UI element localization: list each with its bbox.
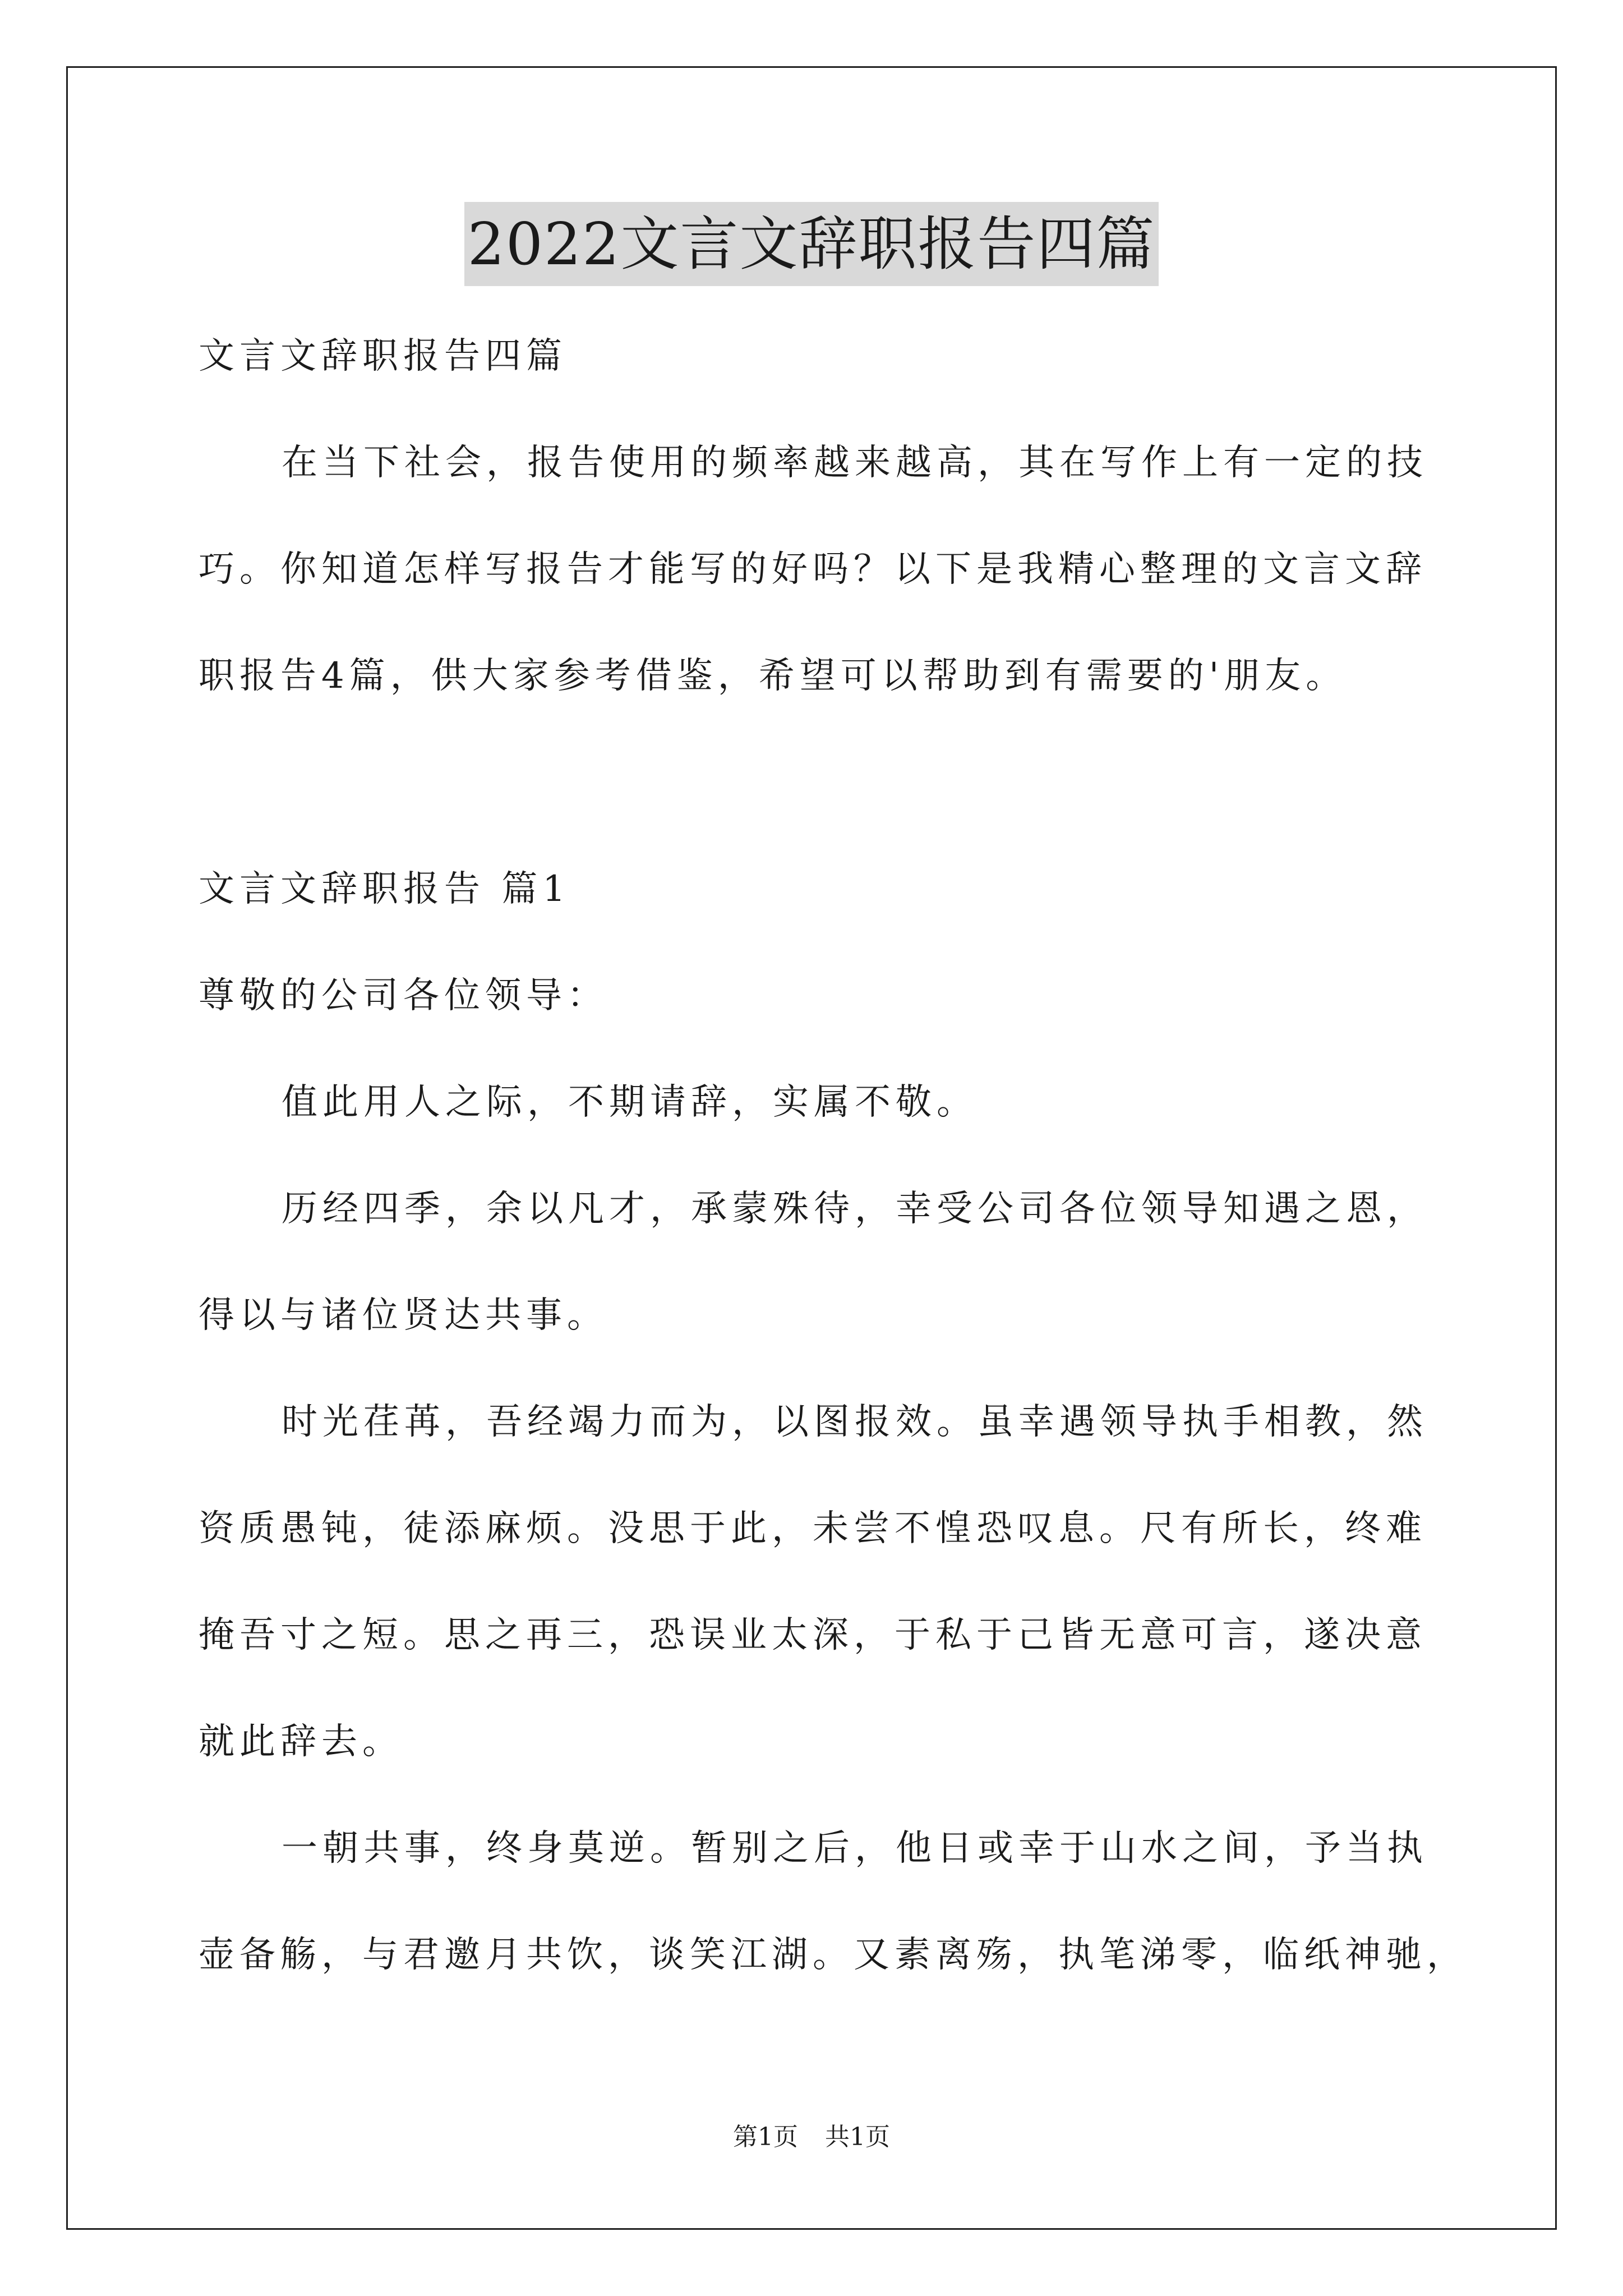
salutation: 尊敬的公司各位领导：: [199, 975, 608, 1016]
page-footer: [0, 2120, 1623, 2154]
page-number: 第1页: [733, 2123, 798, 2151]
paragraph-line: 就此辞去。: [199, 1721, 403, 1763]
paragraph-line: 一朝共事，终身莫逆。暂别之后，他日或幸于山水之间，予当执: [282, 1828, 1428, 1869]
paragraph-line: 资质愚钝，徒添麻烦。没思于此，未尝不惶恐叹息。尺有所长，终难: [199, 1508, 1427, 1549]
paragraph-line: 值此用人之际，不期请辞，实属不敬。: [282, 1082, 978, 1123]
intro-line: 在当下社会，报告使用的频率越来越高，其在写作上有一定的技: [282, 442, 1428, 484]
page-total: 共1页: [825, 2123, 890, 2151]
spacer: [199, 729, 1432, 836]
paragraph-line: 历经四季，余以凡才，承蒙殊待，幸受公司各位领导知遇之恩，: [282, 1188, 1428, 1230]
paragraph-line: 得以与诸位贤达共事。: [199, 1295, 608, 1336]
document-body: [199, 303, 1468, 2008]
document-title-text: 2022文言文辞职报告四篇: [464, 202, 1159, 286]
intro-line: 职报告4篇，供大家参考借鉴，希望可以帮助到有需要的'朋友。: [199, 655, 1347, 697]
subtitle: 文言文辞职报告四篇: [199, 335, 567, 377]
paragraph-line: 时光荏苒，吾经竭力而为，以图报效。虽幸遇领导执手相教，然: [282, 1401, 1428, 1443]
document-title: [0, 202, 1623, 286]
paragraph-line: 掩吾寸之短。思之再三，恐误业太深，于私于己皆无意可言，遂决意: [199, 1614, 1427, 1656]
section-heading: 文言文辞职报告 篇1: [199, 868, 571, 910]
intro-line: 巧。你知道怎样写报告才能写的好吗？以下是我精心整理的文言文辞: [199, 549, 1427, 590]
paragraph-line: 壶备觞，与君邀月共饮，谈笑江湖。又素离殇，执笔涕零，临纸神驰，: [199, 1934, 1468, 1976]
